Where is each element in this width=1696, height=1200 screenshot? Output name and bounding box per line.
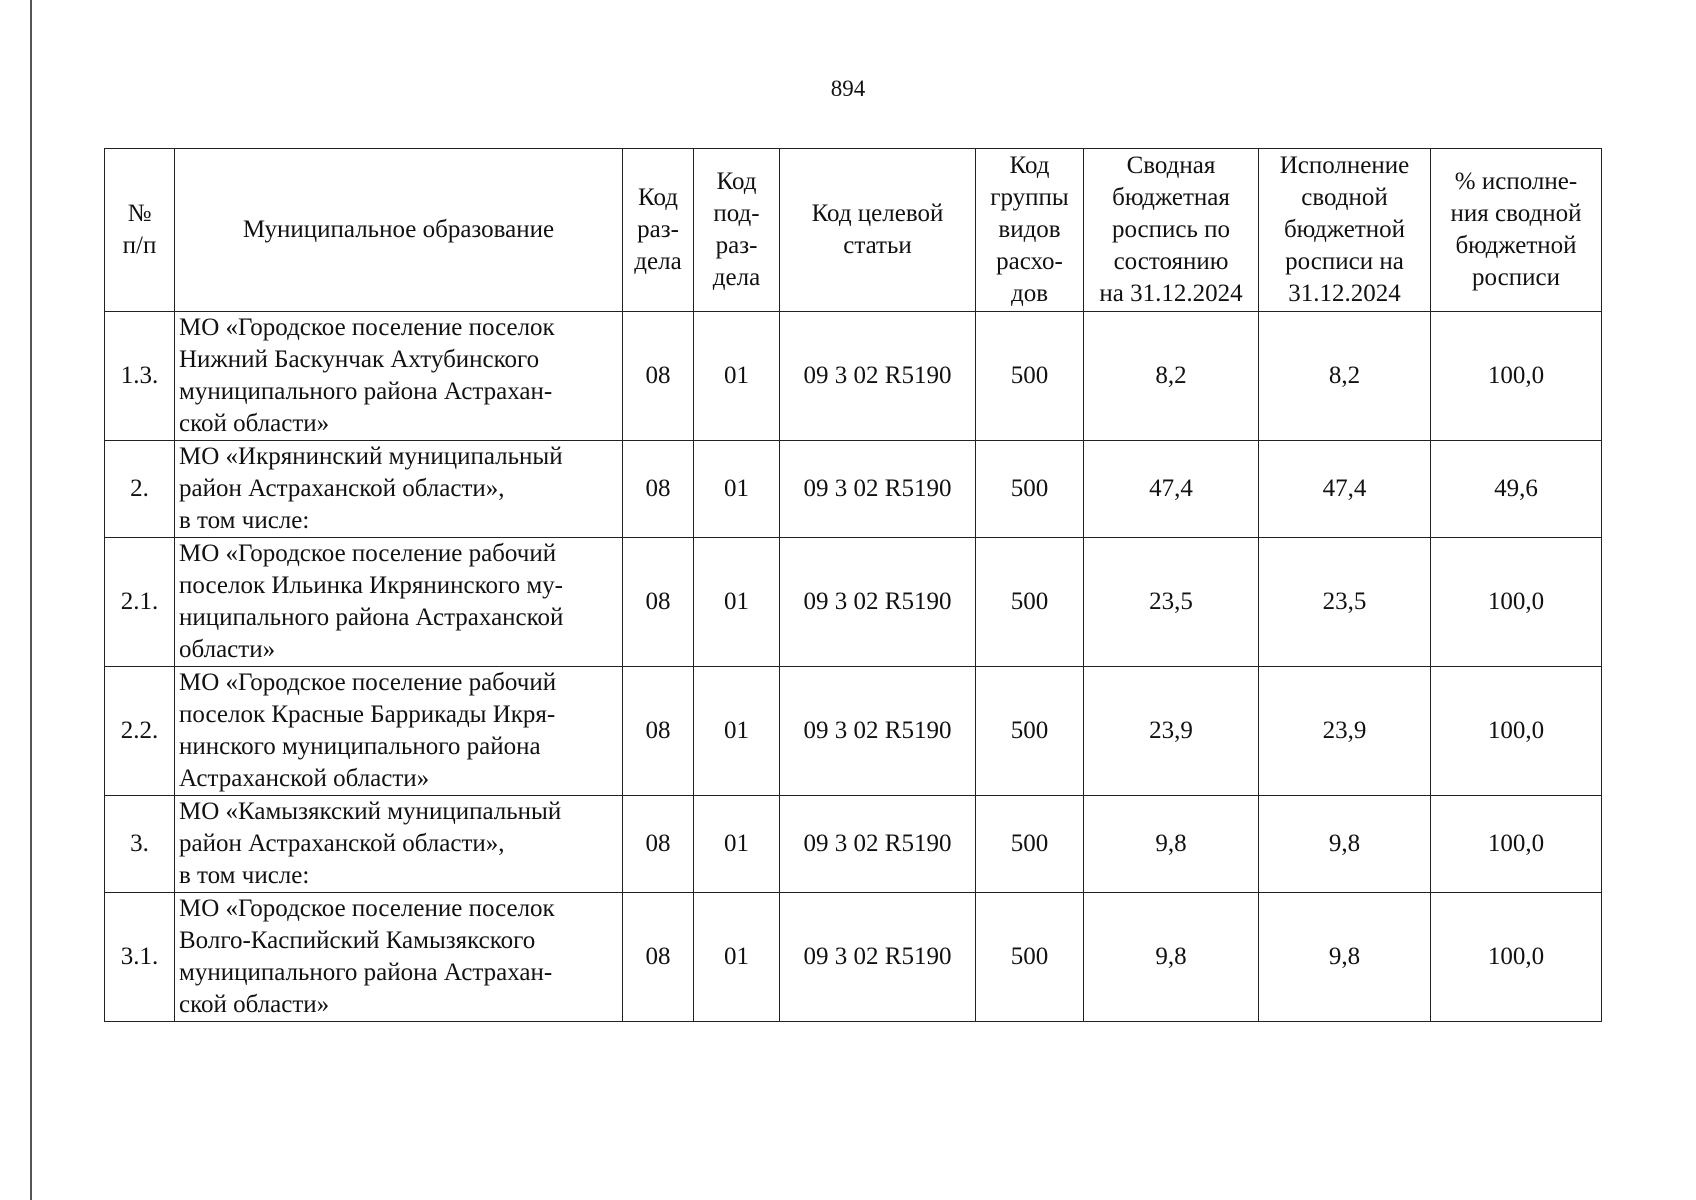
- row-target-code: 09 3 02 R5190: [780, 893, 976, 1022]
- row-budget-execution: 8,2: [1259, 312, 1431, 441]
- row-execution-percent: 100,0: [1431, 312, 1602, 441]
- row-municipality: МО «Городское поселение поселок Нижний Баскунчак Ахтубинского муниципального района Астрахан- ской области»: [175, 312, 623, 441]
- row-execution-percent: 100,0: [1431, 796, 1602, 893]
- row-num: 2.: [105, 441, 175, 538]
- budget-execution-table: [104, 148, 1602, 1022]
- row-num: 1.3.: [105, 312, 175, 441]
- row-target-code: 09 3 02 R5190: [780, 667, 976, 796]
- row-subsection-code: 01: [694, 667, 780, 796]
- header-num: № п/п: [105, 149, 175, 312]
- table-header-row: [105, 149, 1602, 312]
- row-budget-plan: 9,8: [1084, 893, 1259, 1022]
- header-budget-execution: Исполнение сводной бюджетной росписи на 31.12.2024: [1259, 149, 1431, 312]
- row-budget-plan: 8,2: [1084, 312, 1259, 441]
- row-section-code: 08: [623, 893, 694, 1022]
- row-municipality: МО «Городское поселение поселок Волго-Каспийский Камызякского муниципального района Астрахан- ской области»: [175, 893, 623, 1022]
- row-subsection-code: 01: [694, 796, 780, 893]
- row-expense-group-code: 500: [976, 441, 1084, 538]
- row-section-code: 08: [623, 441, 694, 538]
- header-target-code: Код целевой статьи: [780, 149, 976, 312]
- row-target-code: 09 3 02 R5190: [780, 441, 976, 538]
- header-municipality: Муниципальное образование: [175, 149, 623, 312]
- header-execution-percent: % исполне- ния сводной бюджетной росписи: [1431, 149, 1602, 312]
- scan-edge-line: [30, 0, 32, 1200]
- row-budget-execution: 47,4: [1259, 441, 1431, 538]
- row-budget-execution: 23,5: [1259, 538, 1431, 667]
- row-expense-group-code: 500: [976, 538, 1084, 667]
- header-budget-plan: Сводная бюджетная роспись по состоянию на 31.12.2024: [1084, 149, 1259, 312]
- row-section-code: 08: [623, 796, 694, 893]
- row-section-code: 08: [623, 667, 694, 796]
- row-subsection-code: 01: [694, 441, 780, 538]
- row-execution-percent: 100,0: [1431, 893, 1602, 1022]
- row-expense-group-code: 500: [976, 893, 1084, 1022]
- table-row: [105, 667, 1602, 796]
- row-section-code: 08: [623, 312, 694, 441]
- header-subsection-code: Код под- раз- дела: [694, 149, 780, 312]
- row-expense-group-code: 500: [976, 312, 1084, 441]
- table-row: [105, 538, 1602, 667]
- table-row: [105, 441, 1602, 538]
- table-row: [105, 893, 1602, 1022]
- row-num: 3.1.: [105, 893, 175, 1022]
- row-num: 3.: [105, 796, 175, 893]
- row-execution-percent: 49,6: [1431, 441, 1602, 538]
- row-target-code: 09 3 02 R5190: [780, 312, 976, 441]
- row-municipality: МО «Икрянинский муниципальный район Астраханской области», в том числе:: [175, 441, 623, 538]
- row-subsection-code: 01: [694, 312, 780, 441]
- row-subsection-code: 01: [694, 893, 780, 1022]
- row-execution-percent: 100,0: [1431, 667, 1602, 796]
- table-row: [105, 796, 1602, 893]
- row-budget-execution: 9,8: [1259, 893, 1431, 1022]
- row-expense-group-code: 500: [976, 667, 1084, 796]
- row-expense-group-code: 500: [976, 796, 1084, 893]
- row-budget-plan: 9,8: [1084, 796, 1259, 893]
- header-section-code: Код раз- дела: [623, 149, 694, 312]
- row-budget-execution: 9,8: [1259, 796, 1431, 893]
- row-num: 2.2.: [105, 667, 175, 796]
- row-municipality: МО «Городское поселение рабочий поселок Красные Баррикады Икря- нинского муниципального района Астраханской области»: [175, 667, 623, 796]
- row-municipality: МО «Камызякский муниципальный район Астраханской области», в том числе:: [175, 796, 623, 893]
- row-budget-execution: 23,9: [1259, 667, 1431, 796]
- row-budget-plan: 47,4: [1084, 441, 1259, 538]
- page-number: 894: [830, 76, 866, 101]
- row-subsection-code: 01: [694, 538, 780, 667]
- row-target-code: 09 3 02 R5190: [780, 796, 976, 893]
- row-num: 2.1.: [105, 538, 175, 667]
- table-row: [105, 312, 1602, 441]
- row-municipality: МО «Городское поселение рабочий поселок Ильинка Икрянинского му- ниципального района Астраханской области»: [175, 538, 623, 667]
- row-budget-plan: 23,5: [1084, 538, 1259, 667]
- row-section-code: 08: [623, 538, 694, 667]
- row-execution-percent: 100,0: [1431, 538, 1602, 667]
- row-budget-plan: 23,9: [1084, 667, 1259, 796]
- row-target-code: 09 3 02 R5190: [780, 538, 976, 667]
- header-expense-group-code: Код группы видов расхо- дов: [976, 149, 1084, 312]
